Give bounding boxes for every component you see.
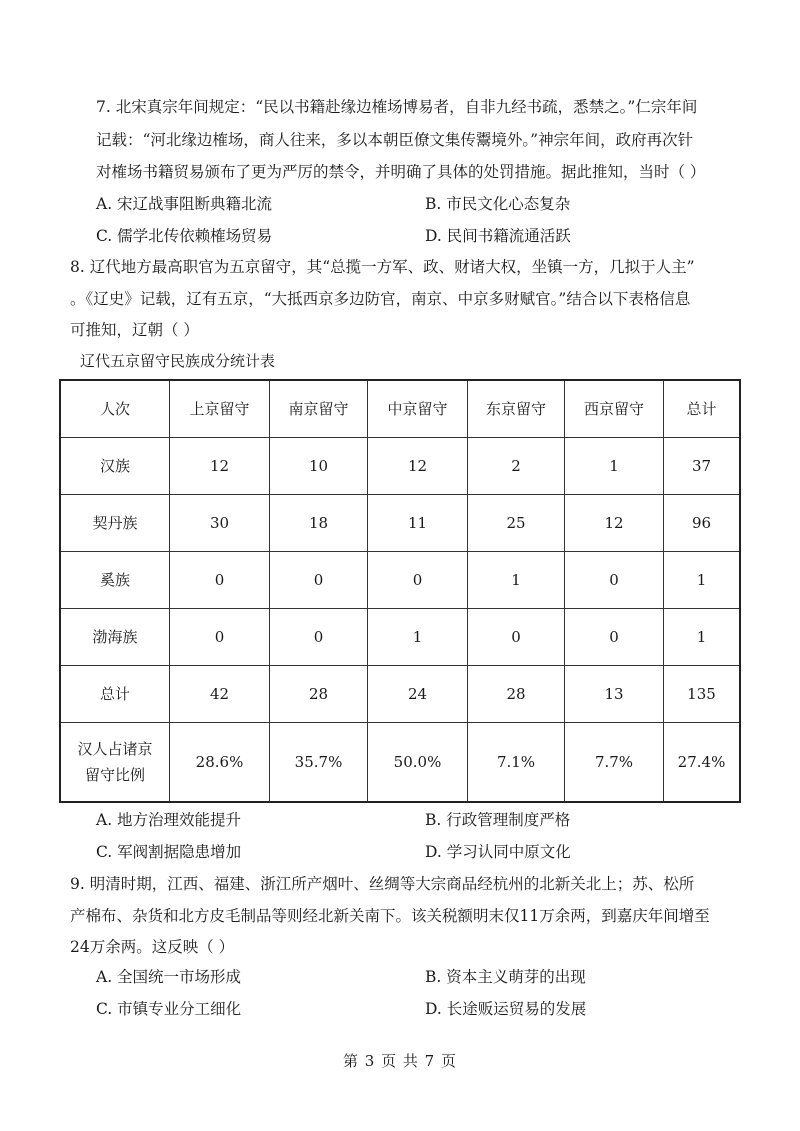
header-cell: 南京留守: [270, 380, 368, 437]
table-cell: 135: [664, 665, 741, 722]
q7-option-c[interactable]: C. 儒学北传依赖榷场贸易: [96, 227, 273, 245]
table-header-row: [60, 380, 740, 437]
row-label: [60, 722, 170, 802]
table-row: [60, 494, 740, 551]
table-cell: 35.7%: [270, 722, 368, 802]
row-label: 契丹族: [60, 494, 170, 551]
table-cell: 1: [565, 437, 664, 494]
row-label: 奚族: [60, 551, 170, 608]
row-label: 总计: [60, 665, 170, 722]
table-cell: 0: [170, 551, 270, 608]
q8-line-1: 8. 辽代地方最高职官为五京留守，其“总揽一方军、政、财诸大权，坐镇一方，几拟于人主”: [70, 258, 695, 276]
q9-line-2: 产棉布、杂货和北方皮毛制品等则经北新关南下。该关税额明末仅11万余两，到嘉庆年间增至: [70, 907, 710, 925]
table-cell: 37: [664, 437, 741, 494]
q7-option-a[interactable]: A. 宋辽战事阻断典籍北流: [96, 195, 273, 213]
table-cell: 12: [368, 437, 468, 494]
table-cell: 0: [270, 608, 368, 665]
table-cell: 11: [368, 494, 468, 551]
table-cell: 42: [170, 665, 270, 722]
table-cell: 0: [170, 608, 270, 665]
table-row-ratio: [60, 722, 740, 802]
q8-line-3: 可推知，辽朝（ ）: [70, 321, 199, 339]
table-row: [60, 551, 740, 608]
q9-option-c[interactable]: C. 市镇专业分工细化: [96, 1000, 242, 1018]
table-cell: 10: [270, 437, 368, 494]
header-cell: 上京留守: [170, 380, 270, 437]
table-cell: 12: [565, 494, 664, 551]
q9-line-1: 9. 明清时期，江西、福建、浙江所产烟叶、丝绸等大宗商品经杭州的北新关北上；苏、松所: [70, 875, 695, 893]
table-cell: 2: [468, 437, 565, 494]
table-cell: 0: [565, 608, 664, 665]
row-label: 渤海族: [60, 608, 170, 665]
table-cell: 96: [664, 494, 741, 551]
q9-option-b[interactable]: B. 资本主义萌芽的出现: [425, 968, 586, 986]
table-cell: 7.7%: [565, 722, 664, 802]
table-cell: 7.1%: [468, 722, 565, 802]
table-cell: 13: [565, 665, 664, 722]
q9-option-d[interactable]: D. 长途贩运贸易的发展: [425, 1000, 587, 1018]
table-cell: 28: [468, 665, 565, 722]
row-label-line: 汉人占诸京: [77, 739, 153, 758]
q8-option-b[interactable]: B. 行政管理制度严格: [425, 811, 571, 829]
table-cell: 0: [368, 551, 468, 608]
table-row: [60, 437, 740, 494]
table-cell: 1: [468, 551, 565, 608]
header-cell: 中京留守: [368, 380, 468, 437]
q7-line-3: 对榷场书籍贸易颁布了更为严厉的禁令，并明确了具体的处罚措施。据此推知，当时（ ）: [96, 163, 706, 181]
q8-option-d[interactable]: D. 学习认同中原文化: [425, 843, 571, 861]
page-footer: 第 3 页 共 7 页: [343, 1052, 457, 1070]
table-cell: 1: [664, 608, 741, 665]
table-cell: 25: [468, 494, 565, 551]
q7-line-1: 7. 北宋真宗年间规定：“民以书籍赴缘边榷场博易者，自非九经书疏，悉禁之。”仁宗年间: [96, 98, 698, 116]
q8-option-a[interactable]: A. 地方治理效能提升: [96, 811, 242, 829]
table-cell: 1: [368, 608, 468, 665]
header-cell: 东京留守: [468, 380, 565, 437]
table-cell: 24: [368, 665, 468, 722]
q7-option-b[interactable]: B. 市民文化心态复杂: [425, 195, 571, 213]
table-cell: 28.6%: [170, 722, 270, 802]
table-cell: 50.0%: [368, 722, 468, 802]
q9-line-3: 24万余两。这反映（ ）: [70, 938, 235, 956]
table-row: [60, 608, 740, 665]
table-cell: 18: [270, 494, 368, 551]
table-cell: 0: [565, 551, 664, 608]
row-label-line: 留守比例: [84, 765, 145, 784]
table-title: 辽代五京留守民族成分统计表: [80, 352, 276, 370]
stats-table: [59, 379, 741, 803]
q9-option-a[interactable]: A. 全国统一市场形成: [96, 968, 242, 986]
table-cell: 12: [170, 437, 270, 494]
table-cell: 1: [664, 551, 741, 608]
header-cell: 人次: [60, 380, 170, 437]
table-cell: 0: [270, 551, 368, 608]
q7-option-d[interactable]: D. 民间书籍流通活跃: [425, 227, 571, 245]
table-cell: 27.4%: [664, 722, 741, 802]
q8-option-c[interactable]: C. 军阀割据隐患增加: [96, 843, 242, 861]
q8-line-2: 。《辽史》记载，辽有五京，“大抵西京多边防官，南京、中京多财赋官。”结合以下表格信息: [70, 290, 691, 308]
q7-line-2: 记载：“河北缘边榷场，商人往来，多以本朝臣僚文集传鬻境外。”神宗年间，政府再次针: [96, 131, 694, 149]
table-cell: 0: [468, 608, 565, 665]
row-label: 汉族: [60, 437, 170, 494]
table-cell: 30: [170, 494, 270, 551]
header-cell: 总计: [664, 380, 741, 437]
table-row: [60, 665, 740, 722]
header-cell: 西京留守: [565, 380, 664, 437]
table-cell: 28: [270, 665, 368, 722]
